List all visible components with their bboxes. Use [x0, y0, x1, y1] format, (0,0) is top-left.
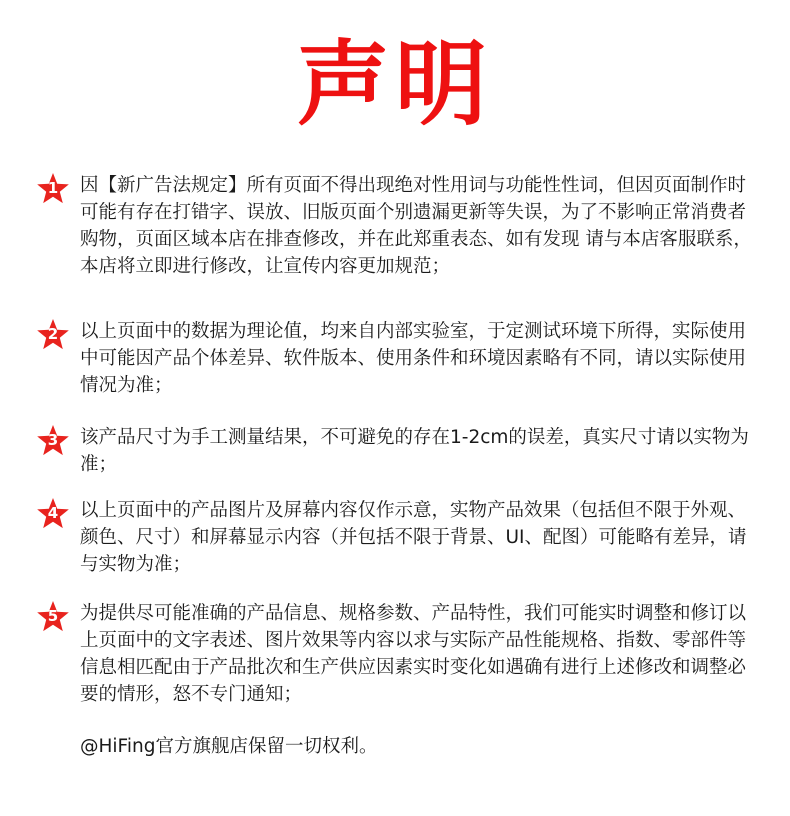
item-number: 4: [47, 504, 59, 522]
item-text: 因【新广告法规定】所有页面不得出现绝对性用词与功能性性词，但因页面制作时可能有存在打错字、误放、旧版页面个别遗漏更新等失误，为了不影响正常消费者购物，页面区域本店在排查修改，并在此郑重表态、如有发现 请与本店客服联系，本店将立即进行修改，让宣传内容更加规范；: [80, 175, 752, 277]
item-number: 1: [47, 179, 59, 197]
item-text: 为提供尽可能准确的产品信息、规格参数、产品特性，我们可能实时调整和修订以上页面中的文字表述、图片效果等内容以求与实际产品性能规格、指数、零部件等信息相匹配由于产品批次和生产供应因素实时变化如遇确有进行上述修改和调整必要的情形，怒不专门通知；: [80, 603, 747, 705]
red-star-icon: [36, 318, 70, 352]
copyright-footer: @HiFing官方旗舰店保留一切权利。: [80, 736, 378, 757]
red-star-icon: [36, 497, 70, 531]
item-number: 3: [47, 431, 59, 449]
item-number: 5: [47, 607, 59, 625]
red-star-icon: [36, 424, 70, 458]
red-star-icon: [36, 172, 70, 206]
item-text: 该产品尺寸为手工测量结果，不可避免的存在1-2cm的误差，真实尺寸请以实物为准；: [80, 427, 749, 475]
red-star-icon: [36, 600, 70, 634]
item-text: 以上页面中的产品图片及屏幕内容仅作示意，实物产品效果（包括但不限于外观、颜色、尺寸）和屏幕显示内容（并包括不限于背景、UI、配图）可能略有差异，请与实物为准；: [80, 500, 747, 575]
page-title: 声明: [296, 31, 493, 138]
item-text: 以上页面中的数据为理论值，均来自内部实验室，于定测试环境下所得，实际使用中可能因产品个体差异、软件版本、使用条件和环境因素略有不同，请以实际使用情况为准；: [80, 321, 747, 396]
item-number: 2: [47, 325, 59, 343]
